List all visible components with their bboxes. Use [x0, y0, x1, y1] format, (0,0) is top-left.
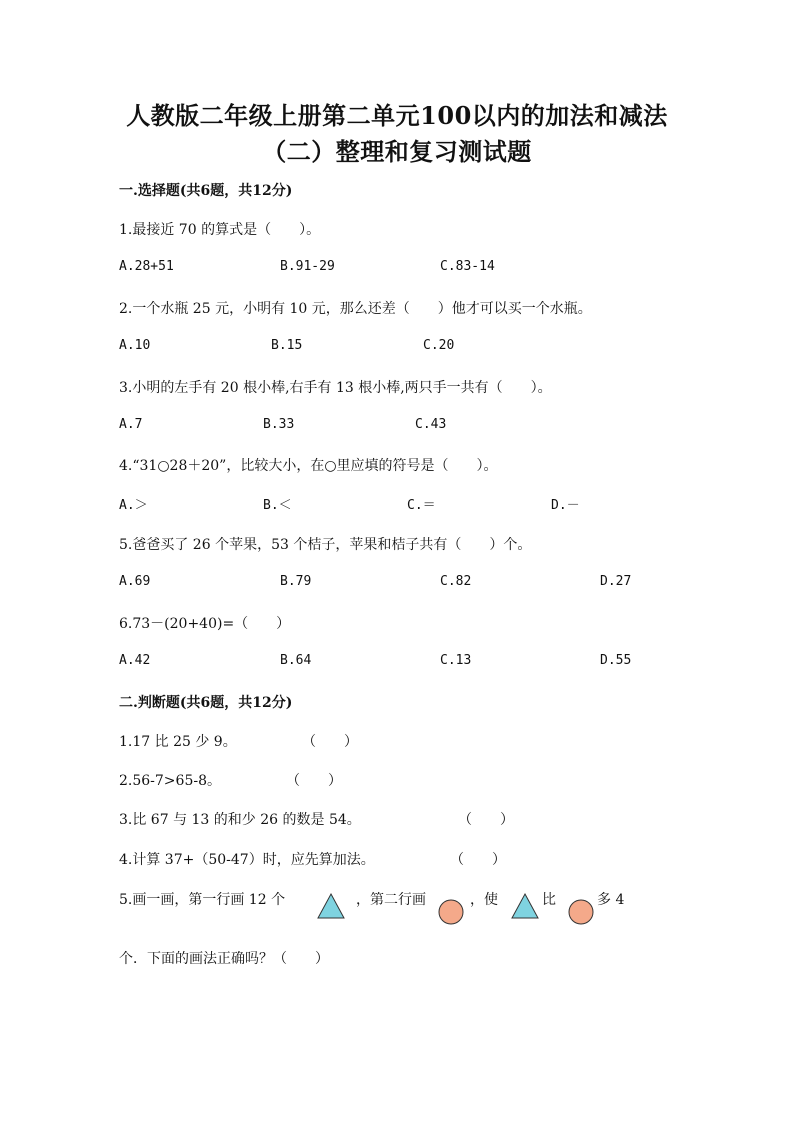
q1-option-b: B.91-29 — [280, 259, 335, 274]
question-4: 4.“31○28＋20”，比较大小，在○里应填的符号是（ ）。 — [119, 458, 498, 474]
q6-option-d: D.55 — [600, 653, 632, 668]
judge-5-part-1: 5.画一画，第一行画 12 个 — [119, 892, 286, 908]
q4-option-d: D.－ — [551, 498, 580, 513]
question-5: 5.爸爸买了 26 个苹果，53 个桔子，苹果和桔子共有（ ）个。 — [119, 537, 532, 553]
q3-option-b: B.33 — [263, 417, 295, 432]
judge-4: 4.计算 37+（50-47）时，应先算加法。 — [119, 852, 375, 868]
judge-5-part-3: ，使 — [470, 892, 498, 908]
section-judge-heading: 二.判断题(共6题，共12分) — [119, 695, 293, 711]
judge-5-part-2: ，第二行画 — [356, 892, 426, 908]
q3-option-c: C.43 — [415, 417, 447, 432]
judge-2: 2.56-7>65-8。 — [119, 773, 221, 789]
q2-option-a: A.10 — [119, 338, 151, 353]
q3-option-a: A.7 — [119, 417, 143, 432]
section-choice-heading: 一.选择题(共6题，共12分) — [119, 183, 293, 199]
q6-option-b: B.64 — [280, 653, 312, 668]
q4-option-b: B.＜ — [263, 498, 292, 513]
q1-option-a: A.28+51 — [119, 259, 174, 274]
question-3: 3.小明的左手有 20 根小棒,右手有 13 根小棒,两只手一共有（ ）。 — [119, 380, 552, 396]
question-2: 2.一个水瓶 25 元，小明有 10 元，那么还差（ ）他才可以买一个水瓶。 — [119, 301, 592, 317]
question-6: 6.73－(20+40)=（ ） — [119, 616, 291, 632]
q2-option-c: C.20 — [423, 338, 455, 353]
q4-option-a: A.＞ — [119, 498, 148, 513]
judge-1: 1.17 比 25 少 9。 — [119, 734, 237, 750]
q6-option-a: A.42 — [119, 653, 151, 668]
judge-5-part-4: 比 — [542, 892, 556, 908]
circle-icon — [567, 898, 595, 926]
triangle-icon — [316, 892, 346, 920]
judge-2-blank: （ ） — [286, 773, 342, 789]
q5-option-b: B.79 — [280, 574, 312, 589]
judge-5-part-5: 多 4 — [597, 892, 625, 908]
judge-1-blank: （ ） — [302, 734, 358, 750]
q1-option-c: C.83-14 — [440, 259, 495, 274]
q5-option-d: D.27 — [600, 574, 632, 589]
q6-option-c: C.13 — [440, 653, 472, 668]
q2-option-b: B.15 — [271, 338, 303, 353]
judge-3-blank: （ ） — [458, 812, 514, 828]
q5-option-a: A.69 — [119, 574, 151, 589]
judge-4-blank: （ ） — [450, 852, 506, 868]
judge-3: 3.比 67 与 13 的和少 26 的数是 54。 — [119, 812, 361, 828]
circle-icon — [437, 898, 465, 926]
title-line-2: （二）整理和复习测试题 — [262, 137, 532, 166]
question-1: 1.最接近 70 的算式是（ ）。 — [119, 222, 321, 238]
q4-option-c: C.＝ — [407, 498, 436, 513]
q5-option-c: C.82 — [440, 574, 472, 589]
title-line-1: 人教版二年级上册第二单元100以内的加法和减法 — [126, 101, 668, 130]
triangle-icon — [510, 892, 540, 920]
judge-5-line-2: 个．下面的画法正确吗？（ ） — [119, 951, 329, 967]
